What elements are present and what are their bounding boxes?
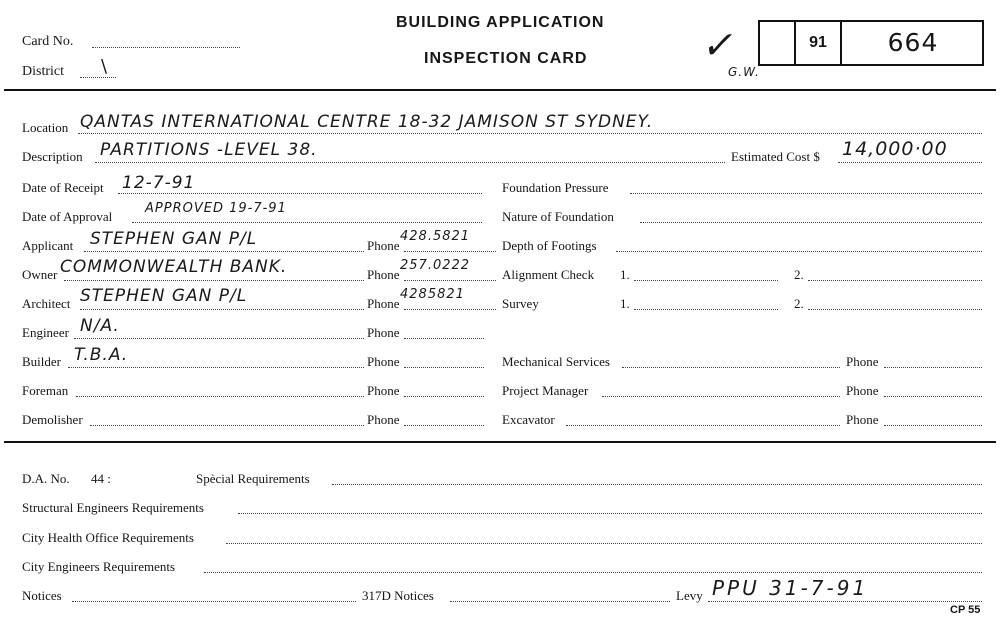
check-mark: ✓ <box>699 23 742 67</box>
project-manager-phone-label: Phone <box>846 383 879 398</box>
builder-line <box>68 367 364 368</box>
date-of-approval-label: Date of Approval <box>22 209 113 224</box>
foreman-line <box>76 396 364 397</box>
estimated-cost-label: Estimated Cost $ <box>731 149 820 164</box>
excavator-label: Excavator <box>502 412 555 427</box>
builder-label: Builder <box>22 354 61 369</box>
owner-phone: 257.0222 <box>400 258 471 273</box>
da-no-label: D.A. No. <box>22 471 70 486</box>
date-of-receipt-value: 12-7-91 <box>122 173 196 193</box>
levy-line <box>708 601 982 602</box>
survey-label: Survey <box>502 296 539 311</box>
description-value: PARTITIONS -LEVEL 38. <box>100 140 318 160</box>
architect-phone-label: Phone <box>367 296 400 311</box>
survey-1: 1. <box>620 296 630 311</box>
city-engineers-line <box>204 572 982 573</box>
description-line <box>95 162 725 163</box>
mechanical-services-phone-line <box>884 367 982 368</box>
owner-line <box>64 280 364 281</box>
card-no-label: Card No. <box>22 34 74 49</box>
applicant-value: STEPHEN GAN P/L <box>90 229 258 249</box>
architect-phone-line <box>404 309 496 310</box>
notices-label: Notices <box>22 588 62 603</box>
foundation-pressure-line <box>630 193 982 194</box>
top-rule <box>4 89 996 91</box>
foundation-pressure-label: Foundation Pressure <box>502 180 609 195</box>
location-label: Location <box>22 120 69 135</box>
nature-of-foundation-label: Nature of Foundation <box>502 209 614 224</box>
survey-2-line <box>808 309 982 310</box>
district-label: District <box>22 64 64 79</box>
builder-value: T.B.A. <box>74 345 129 365</box>
levy-label: Levy <box>676 588 703 603</box>
special-requirements-line <box>332 484 982 485</box>
demolisher-phone-label: Phone <box>367 412 400 427</box>
da-no-value: 44 : <box>91 471 111 486</box>
architect-value: STEPHEN GAN P/L <box>80 286 248 306</box>
foreman-phone-line <box>404 396 484 397</box>
special-requirements-label: Spècial Requirements <box>196 471 310 486</box>
applicant-phone-line <box>404 251 496 252</box>
levy-value: PPU 31-7-91 <box>712 576 869 600</box>
engineer-value: N/A. <box>80 316 120 336</box>
location-line <box>78 133 982 134</box>
applicant-phone: 428.5821 <box>400 229 471 244</box>
depth-of-footings-line <box>616 251 982 252</box>
engineer-label: Engineer <box>22 325 69 340</box>
owner-phone-label: Phone <box>367 267 400 282</box>
demolisher-line <box>90 425 364 426</box>
district-line <box>80 77 116 78</box>
title-line-1: BUILDING APPLICATION <box>396 14 605 31</box>
foreman-label: Foreman <box>22 383 69 398</box>
inspector-initials: G.W. <box>728 65 760 79</box>
demolisher-label: Demolisher <box>22 412 83 427</box>
mechanical-services-label: Mechanical Services <box>502 354 610 369</box>
city-health-label: City Health Office Requirements <box>22 530 194 545</box>
location-value: QANTAS INTERNATIONAL CENTRE 18-32 JAMISON ST SYDNEY. <box>80 112 654 132</box>
engineer-phone-label: Phone <box>367 325 400 340</box>
notices-317d-line <box>450 601 670 602</box>
architect-label: Architect <box>22 296 71 311</box>
excavator-phone-line <box>884 425 982 426</box>
notices-317d-label: 317D Notices <box>362 588 434 603</box>
estimated-cost-line <box>838 162 982 163</box>
date-of-approval-line <box>132 222 482 223</box>
owner-phone-line <box>404 280 496 281</box>
box-year: 91 <box>809 34 827 51</box>
date-of-receipt-line <box>118 193 482 194</box>
project-manager-label: Project Manager <box>502 383 589 398</box>
applicant-phone-label: Phone <box>367 238 400 253</box>
date-of-approval-value: APPROVED 19-7-91 <box>145 201 287 216</box>
mechanical-services-line <box>622 367 840 368</box>
demolisher-phone-line <box>404 425 484 426</box>
applicant-label: Applicant <box>22 238 74 253</box>
survey-1-line <box>634 309 778 310</box>
foreman-phone-label: Phone <box>367 383 400 398</box>
description-label: Description <box>22 149 83 164</box>
estimated-cost-value: 14,000·00 <box>842 138 948 160</box>
title-line-2: INSPECTION CARD <box>424 50 588 67</box>
applicant-line <box>84 251 364 252</box>
date-of-receipt-label: Date of Receipt <box>22 180 104 195</box>
owner-label: Owner <box>22 267 58 282</box>
alignment-check-2-line <box>808 280 982 281</box>
architect-line <box>80 309 364 310</box>
owner-value: COMMONWEALTH BANK. <box>60 257 288 277</box>
card-no-line <box>92 47 240 48</box>
builder-phone-line <box>404 367 484 368</box>
structural-engineers-label: Structural Engineers Requirements <box>22 500 204 515</box>
city-health-line <box>226 543 982 544</box>
middle-rule <box>4 441 996 443</box>
survey-2: 2. <box>794 296 804 311</box>
mechanical-services-phone-label: Phone <box>846 354 879 369</box>
alignment-check-label: Alignment Check <box>502 267 595 282</box>
architect-phone: 4285821 <box>400 287 465 302</box>
excavator-line <box>566 425 840 426</box>
city-engineers-label: City Engineers Requirements <box>22 559 176 574</box>
project-manager-line <box>602 396 840 397</box>
depth-of-footings-label: Depth of Footings <box>502 238 597 253</box>
structural-engineers-line <box>238 513 982 514</box>
excavator-phone-label: Phone <box>846 412 879 427</box>
box-number: 664 <box>887 28 939 57</box>
alignment-check-1: 1. <box>620 267 630 282</box>
alignment-check-2: 2. <box>794 267 804 282</box>
alignment-check-1-line <box>634 280 778 281</box>
engineer-line <box>74 338 364 339</box>
district-value: \ <box>101 56 109 77</box>
project-manager-phone-line <box>884 396 982 397</box>
nature-of-foundation-line <box>640 222 982 223</box>
engineer-phone-line <box>404 338 484 339</box>
form-code: CP 55 <box>950 604 981 616</box>
builder-phone-label: Phone <box>367 354 400 369</box>
notices-line <box>72 601 356 602</box>
